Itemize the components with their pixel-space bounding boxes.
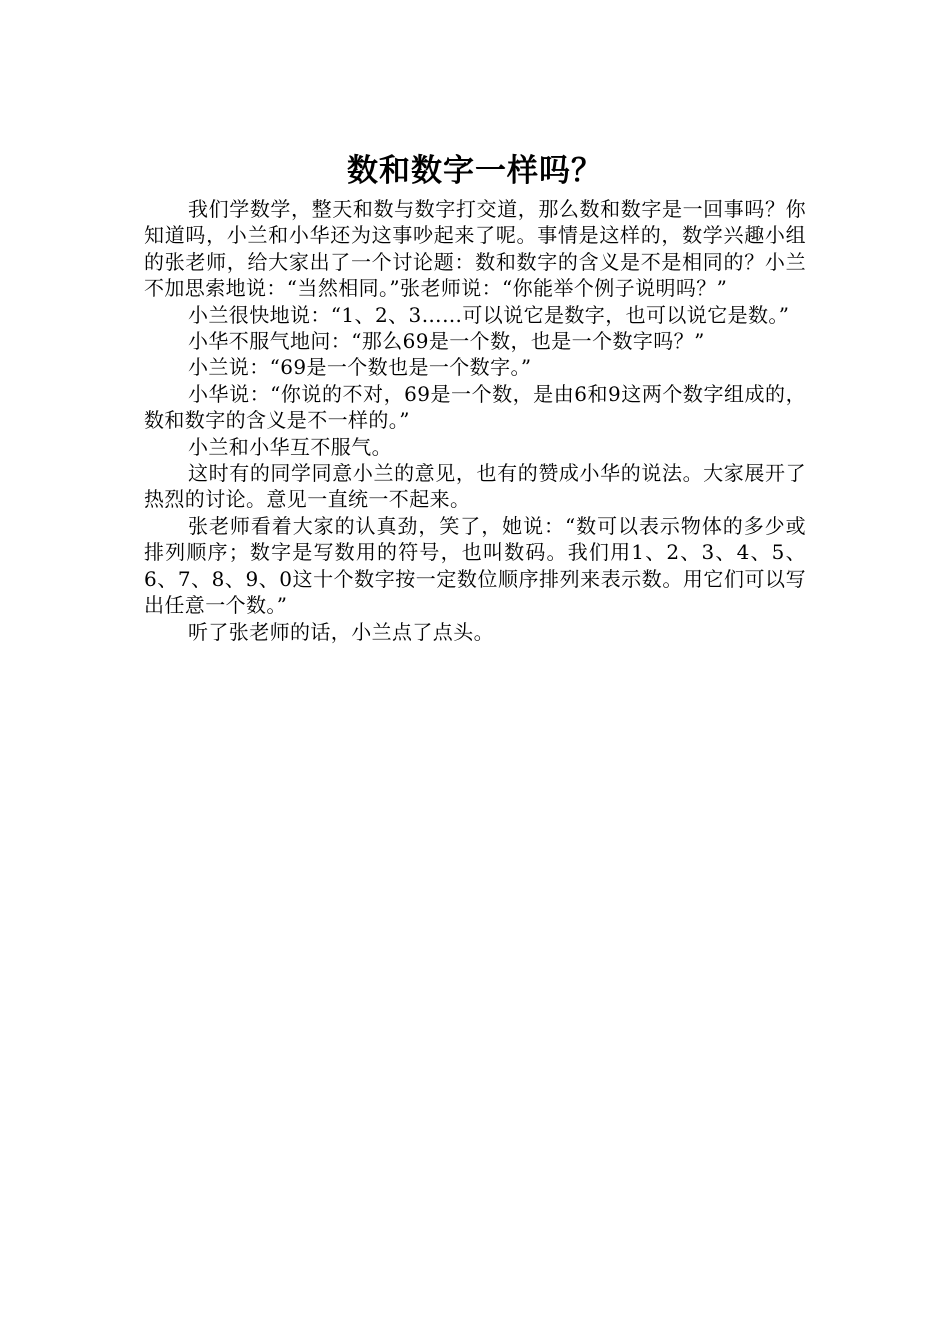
paragraph: 这时有的同学同意小兰的意见，也有的赞成小华的说法。大家展开了热烈的讨论。意见一直统一不起来。: [144, 461, 806, 512]
paragraph: 听了张老师的话，小兰点了点头。: [188, 619, 494, 644]
paragraph: 小兰说：“69是一个数也是一个数字。”: [188, 355, 532, 380]
document-body: [144, 196, 806, 645]
paragraph: 张老师看着大家的认真劲，笑了，她说：“数可以表示物体的多少或排列顺序；数字是写数用的符号，也叫数码。我们用1、2、3、4、5、6、7、8、9、0这十个数字按一定数位顺序排列来表示数。用它们可以写出任意一个数。”: [144, 513, 806, 618]
paragraph: 小兰和小华互不服气。: [188, 434, 392, 459]
paragraph: 小兰很快地说：“1、2、3……可以说它是数字，也可以说它是数。”: [188, 302, 790, 327]
paragraph: 我们学数学，整天和数与数字打交道，那么数和数字是一回事吗？你知道吗，小兰和小华还为这事吵起来了呢。事情是这样的，数学兴趣小组的张老师，给大家出了一个讨论题：数和数字的含义是不是相同的？小兰不加思索地说：“当然相同。”张老师说：“你能举个例子说明吗？”: [144, 197, 806, 301]
paragraph: 小华说：“你说的不对，69是一个数，是由6和9这两个数字组成的，数和数字的含义是不一样的。”: [144, 381, 806, 433]
paragraph: 小华不服气地问：“那么69是一个数，也是一个数字吗？”: [188, 329, 705, 354]
document-title: 数和数字一样吗？: [347, 152, 603, 189]
